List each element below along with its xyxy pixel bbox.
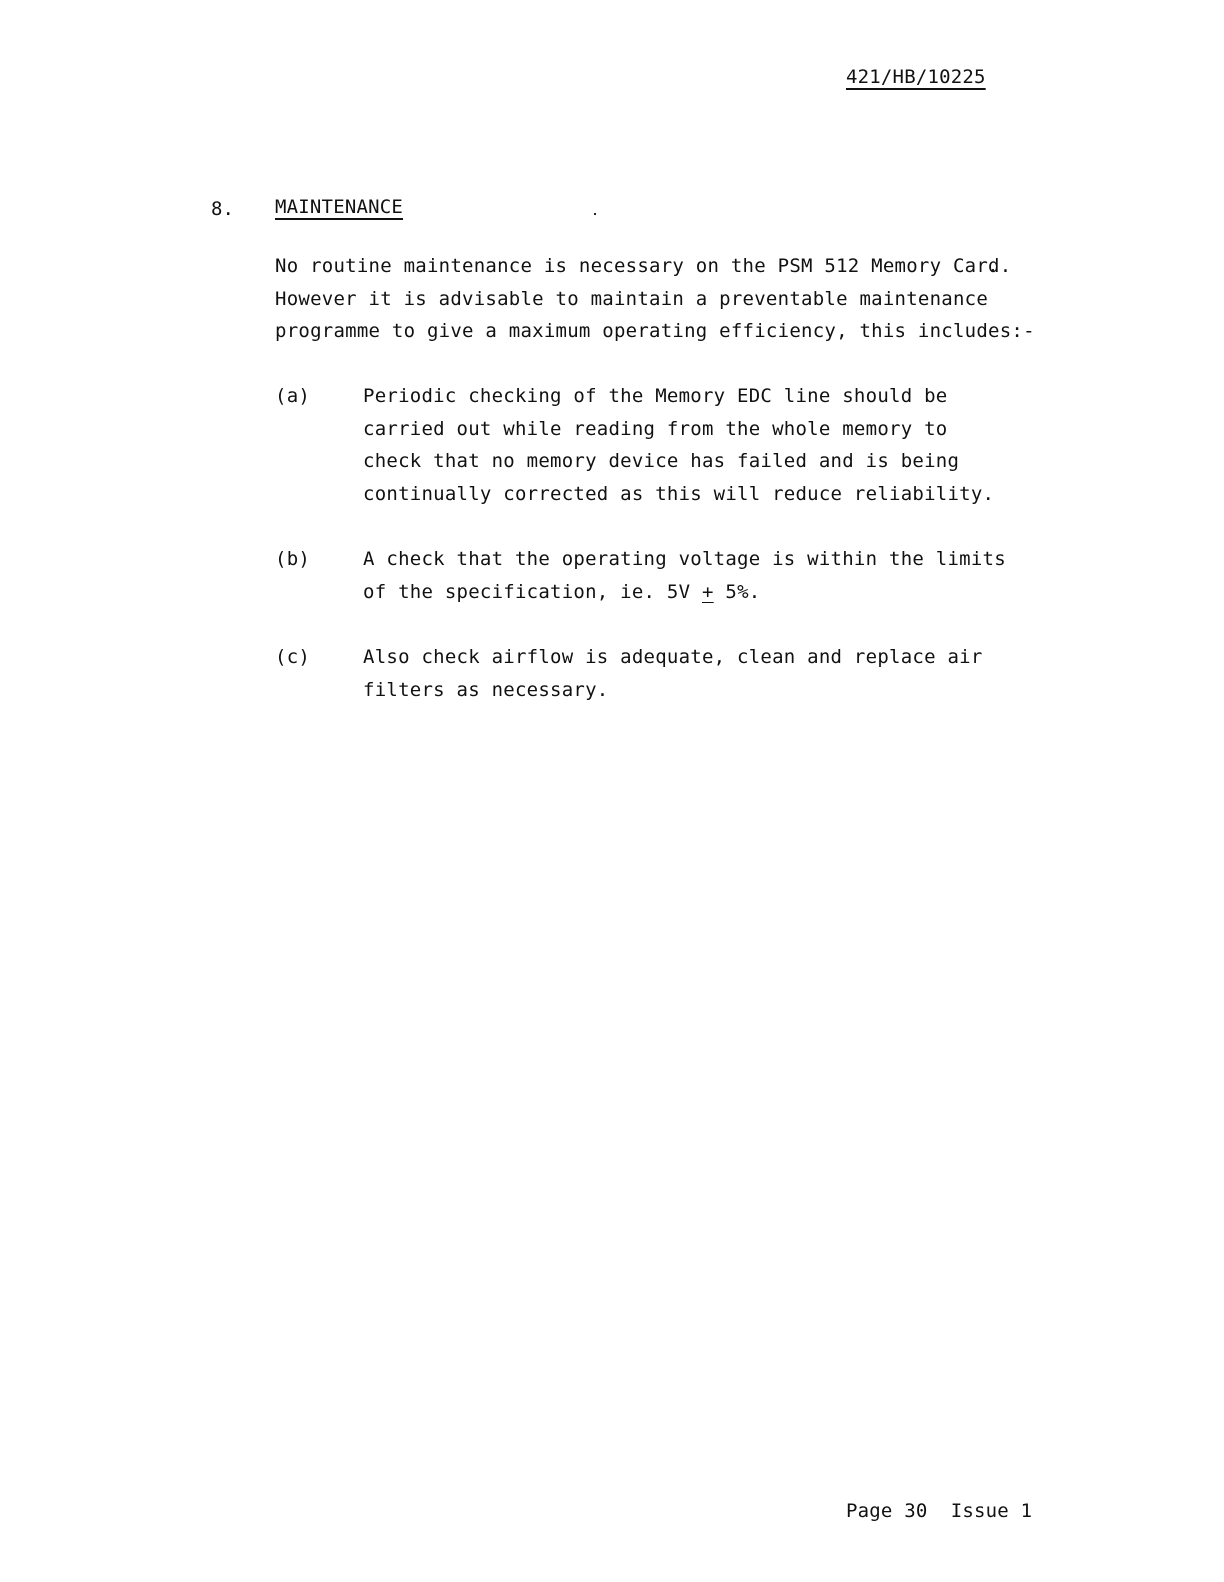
list-item-marker: (a)	[275, 385, 311, 407]
list-item-spec-line	[363, 576, 1023, 609]
list-item-line: filters as necessary.	[363, 678, 609, 701]
scan-speck	[594, 213, 596, 215]
intro-line: However it is advisable to maintain a preventable maintenance	[275, 287, 989, 310]
list-item-line: Periodic checking of the Memory EDC line should be	[363, 385, 948, 407]
list-item-line: Also check airflow is adequate, clean and replace air	[363, 646, 983, 668]
intro-line: No routine maintenance is necessary on the PSM 512 Memory Card.	[275, 255, 1012, 277]
list-item-line: continually corrected as this will reduce reliability.	[363, 482, 995, 505]
spec-suffix: 5%.	[713, 580, 761, 603]
intro-line: programme to give a maximum operating efficiency, this includes:-	[275, 320, 1035, 342]
plus-minus-sign: +	[701, 580, 714, 603]
list-item-text	[363, 543, 1023, 608]
list-item-line: A check that the operating voltage is within the limits	[363, 548, 1006, 570]
section-number: 8.	[211, 198, 234, 220]
document-reference: 421/HB/10225	[846, 66, 986, 88]
section-title: MAINTENANCE	[275, 196, 404, 218]
list-item-marker: (b)	[275, 548, 311, 570]
list-item-line: carried out while reading from the whole memory to	[363, 417, 948, 440]
list-item-marker: (c)	[275, 646, 311, 668]
page-footer: Page 30 Issue 1	[846, 1500, 1033, 1522]
spec-prefix: of the specification, ie. 5V	[363, 580, 702, 603]
list-item-text	[363, 380, 1023, 510]
intro-paragraph	[275, 250, 1035, 348]
list-item-text	[363, 641, 1023, 706]
list-item-line: check that no memory device has failed and is being	[363, 450, 960, 472]
